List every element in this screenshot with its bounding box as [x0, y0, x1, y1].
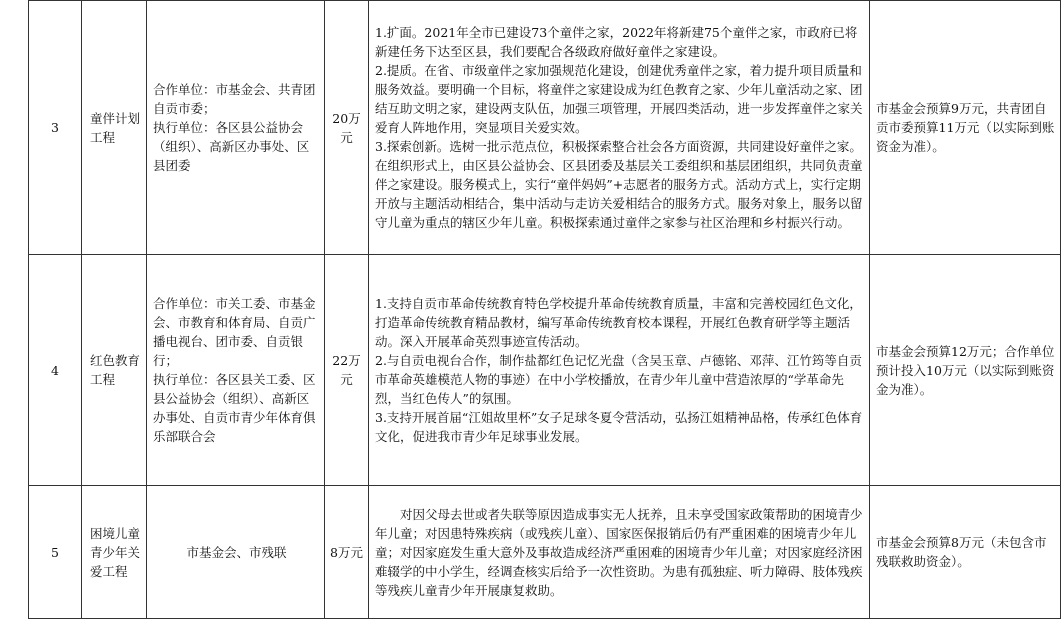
project-content: 对因父母去世或者失联等原因造成事实无人抚养，且未享受国家政策帮助的困境青少年儿童；对因患特殊疾病（或残疾儿童）、国家医保报销后仍有严重困难的困境青少年儿童；对因家庭发生重大意外及事故造成经济严重困难的困境青少年儿童；对因家庭经济困难辍学的中小学生，经调查核实后给予一次性资助。为患有孤独症、听力障碍、肢体残疾等残疾儿童青少年开展康复救助。: [369, 486, 870, 619]
table-row: [29, 486, 1061, 619]
table-row: [29, 1, 1061, 255]
project-table: [28, 0, 1061, 619]
project-amount: 20万元: [325, 1, 369, 255]
project-name: 红色教育工程: [82, 255, 147, 486]
budget-note: 市基金会预算12万元；合作单位预计投入10万元（以实际到账资金为准）。: [870, 255, 1061, 486]
row-number: 3: [29, 1, 82, 255]
row-number: 4: [29, 255, 82, 486]
project-content: 1.扩面。2021年全市已建设73个童伴之家，2022年将新建75个童伴之家，市政府已将新建任务下达至区县，我们要配合各级政府做好童伴之家建设。 2.提质。在省、市级童伴之家加强规范化建设，创建优秀童伴之家，着力提升项目质量和服务效益。要明确一个目标，将童伴之家建设成为红色教育之家、少年儿童活动之家、团结互助文明之家，建设两支队伍，加强三项管理，开展四类活动，进一步发挥童伴之家关爱育人阵地作用，突显项目关爱实效。 3.探索创新。选树一批示范点位，积极探索整合社会各方面资源，共同建设好童伴之家。在组织形式上，由区县公益协会、区县团委及基层关工委组织和基层团组织，共同负责童伴之家建设。服务模式上，实行“童伴妈妈”+志愿者的服务方式。活动方式上，实行定期开放与主题活动相结合，集中活动与走访关爱相结合的服务方式。服务对象上，服务以留守儿童为重点的辖区少年儿童。积极探索通过童伴之家参与社区治理和乡村振兴行动。: [369, 1, 870, 255]
project-content: 1.支持自贡市革命传统教育特色学校提升革命传统教育质量，丰富和完善校园红色文化，打造革命传统教育精品教材，编写革命传统教育校本课程，开展红色教育研学等主题活动。深入开展革命英烈事迹宣传活动。 2.与自贡电视台合作，制作盐都红色记忆光盘（含吴玉章、卢德铭、邓萍、江竹筠等自贡市革命英雄模范人物的事迹）在中小学校播放，在青少年儿童中营造浓厚的“学革命先烈，当红色传人”的氛围。 3.支持开展首届“江姐故里杯”女子足球冬夏令营活动，弘扬江姐精神品格，传承红色体育文化，促进我市青少年足球事业发展。: [369, 255, 870, 486]
project-amount: 8万元: [325, 486, 369, 619]
table-row: [29, 255, 1061, 486]
row-number: 5: [29, 486, 82, 619]
cooperating-units: 市基金会、市残联: [147, 486, 325, 619]
cooperating-units: 合作单位：市关工委、市基金会、市教育和体育局、自贡广播电视台、团市委、自贡银行； 执行单位：各区县关工委、区县公益协会（组织）、高新区办事处、自贡市青少年体育俱乐部联合会: [147, 255, 325, 486]
cooperating-units: 合作单位：市基金会、共青团自贡市委； 执行单位：各区县公益协会（组织）、高新区办事处、区县团委: [147, 1, 325, 255]
budget-note: 市基金会预算9万元，共青团自贡市委预算11万元（以实际到账资金为准）。: [870, 1, 1061, 255]
project-amount: 22万元: [325, 255, 369, 486]
budget-note: 市基金会预算8万元（未包含市残联救助资金）。: [870, 486, 1061, 619]
project-name: 困境儿童青少年关爱工程: [82, 486, 147, 619]
project-name: 童伴计划工程: [82, 1, 147, 255]
